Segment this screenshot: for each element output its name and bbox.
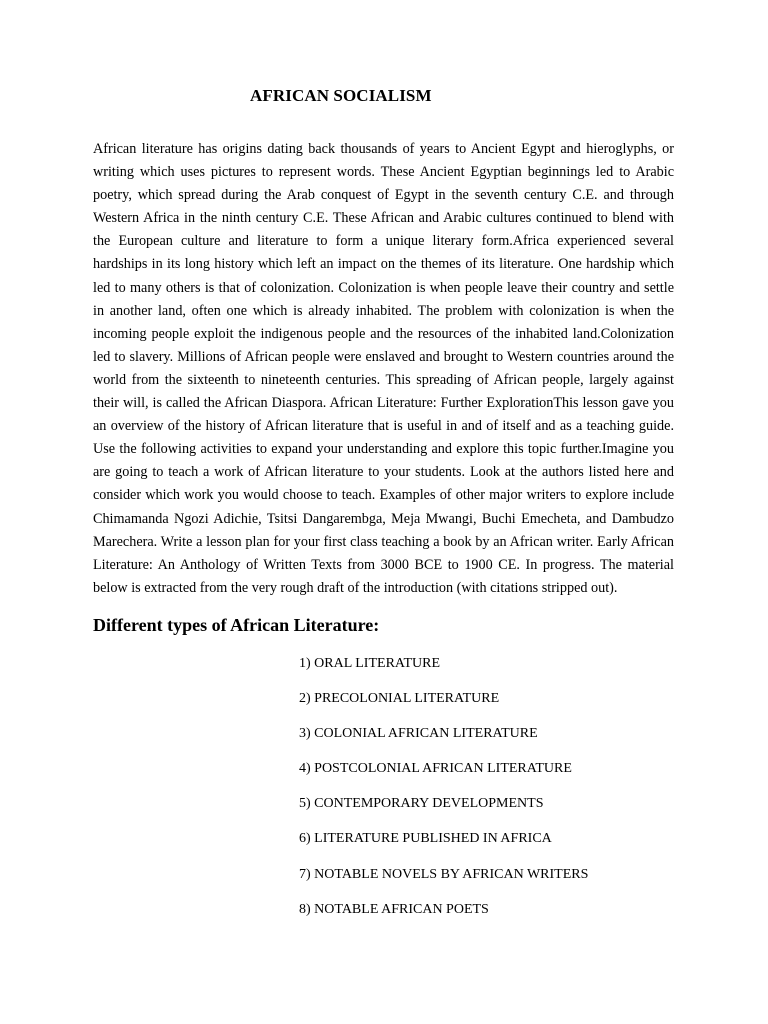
list-item: 1) ORAL LITERATURE xyxy=(299,656,441,671)
document-title: AFRICAN SOCIALISM xyxy=(250,86,432,105)
list-item: 4) POSTCOLONIAL AFRICAN LITERATURE xyxy=(299,761,572,777)
list-item: 5) CONTEMPORARY DEVELOPMENTS xyxy=(299,796,544,812)
list-item: 3) COLONIAL AFRICAN LITERATURE xyxy=(299,726,538,742)
list-item: 7) NOTABLE NOVELS BY AFRICAN WRITERS xyxy=(299,866,589,882)
list-item: 2) PRECOLONIAL LITERATURE xyxy=(299,691,500,707)
literature-types-list xyxy=(299,655,588,936)
section-heading: Different types of African Literature: xyxy=(93,615,380,635)
body-paragraph: African literature has origins dating back thousands of years to Ancient Egypt and hieroglyphs, or writing which uses pictures to represent words. These Ancient Egyptian beginnings led to Arabic poetry, which spread during the Arab conquest of Egypt in the seventh century C.E. and through Western Africa in the ninth century C.E. These African and Arabic cultures continued to blend with the European culture and literature to form a unique literary form.Africa experienced several hardships in its long history which left an impact on the themes of its literature. One hardship which led to many others is that of colonization. Colonization is when people leave their country and settle in another land, often one which is already inhabited. The problem with colonization is when the incoming people exploit the indigenous people and the resources of the inhabited land.Colonization led to slavery. Millions of African people were enslaved and brought to Western countries around the world from the sixteenth to nineteenth centuries. This spreading of African people, largely against their will, is called the African Diaspora. African Literature: Further ExplorationThis lesson gave you an overview of the history of African literature that is useful in and of itself and as a teaching guide. Use the following activities to expand your understanding and explore this topic further.Imagine you are going to teach a work of African literature to your students. Look at the authors listed here and consider which work you would choose to teach. Examples of other major writers to explore include Chimamanda Ngozi Adichie, Tsitsi Dangarembga, Meja Mwangi, Buchi Emecheta, and Dambudzo Marechera. Write a lesson plan for your first class teaching a book by an African writer. Early African Literature: An Anthology of Written Texts from 3000 BCE to 1900 CE. In progress. The material below is extracted from the very rough draft of the introduction (with citations stripped out). xyxy=(93,141,674,596)
list-item: 8) NOTABLE AFRICAN POETS xyxy=(299,901,489,917)
list-item: 6) LITERATURE PUBLISHED IN AFRICA xyxy=(299,831,552,847)
